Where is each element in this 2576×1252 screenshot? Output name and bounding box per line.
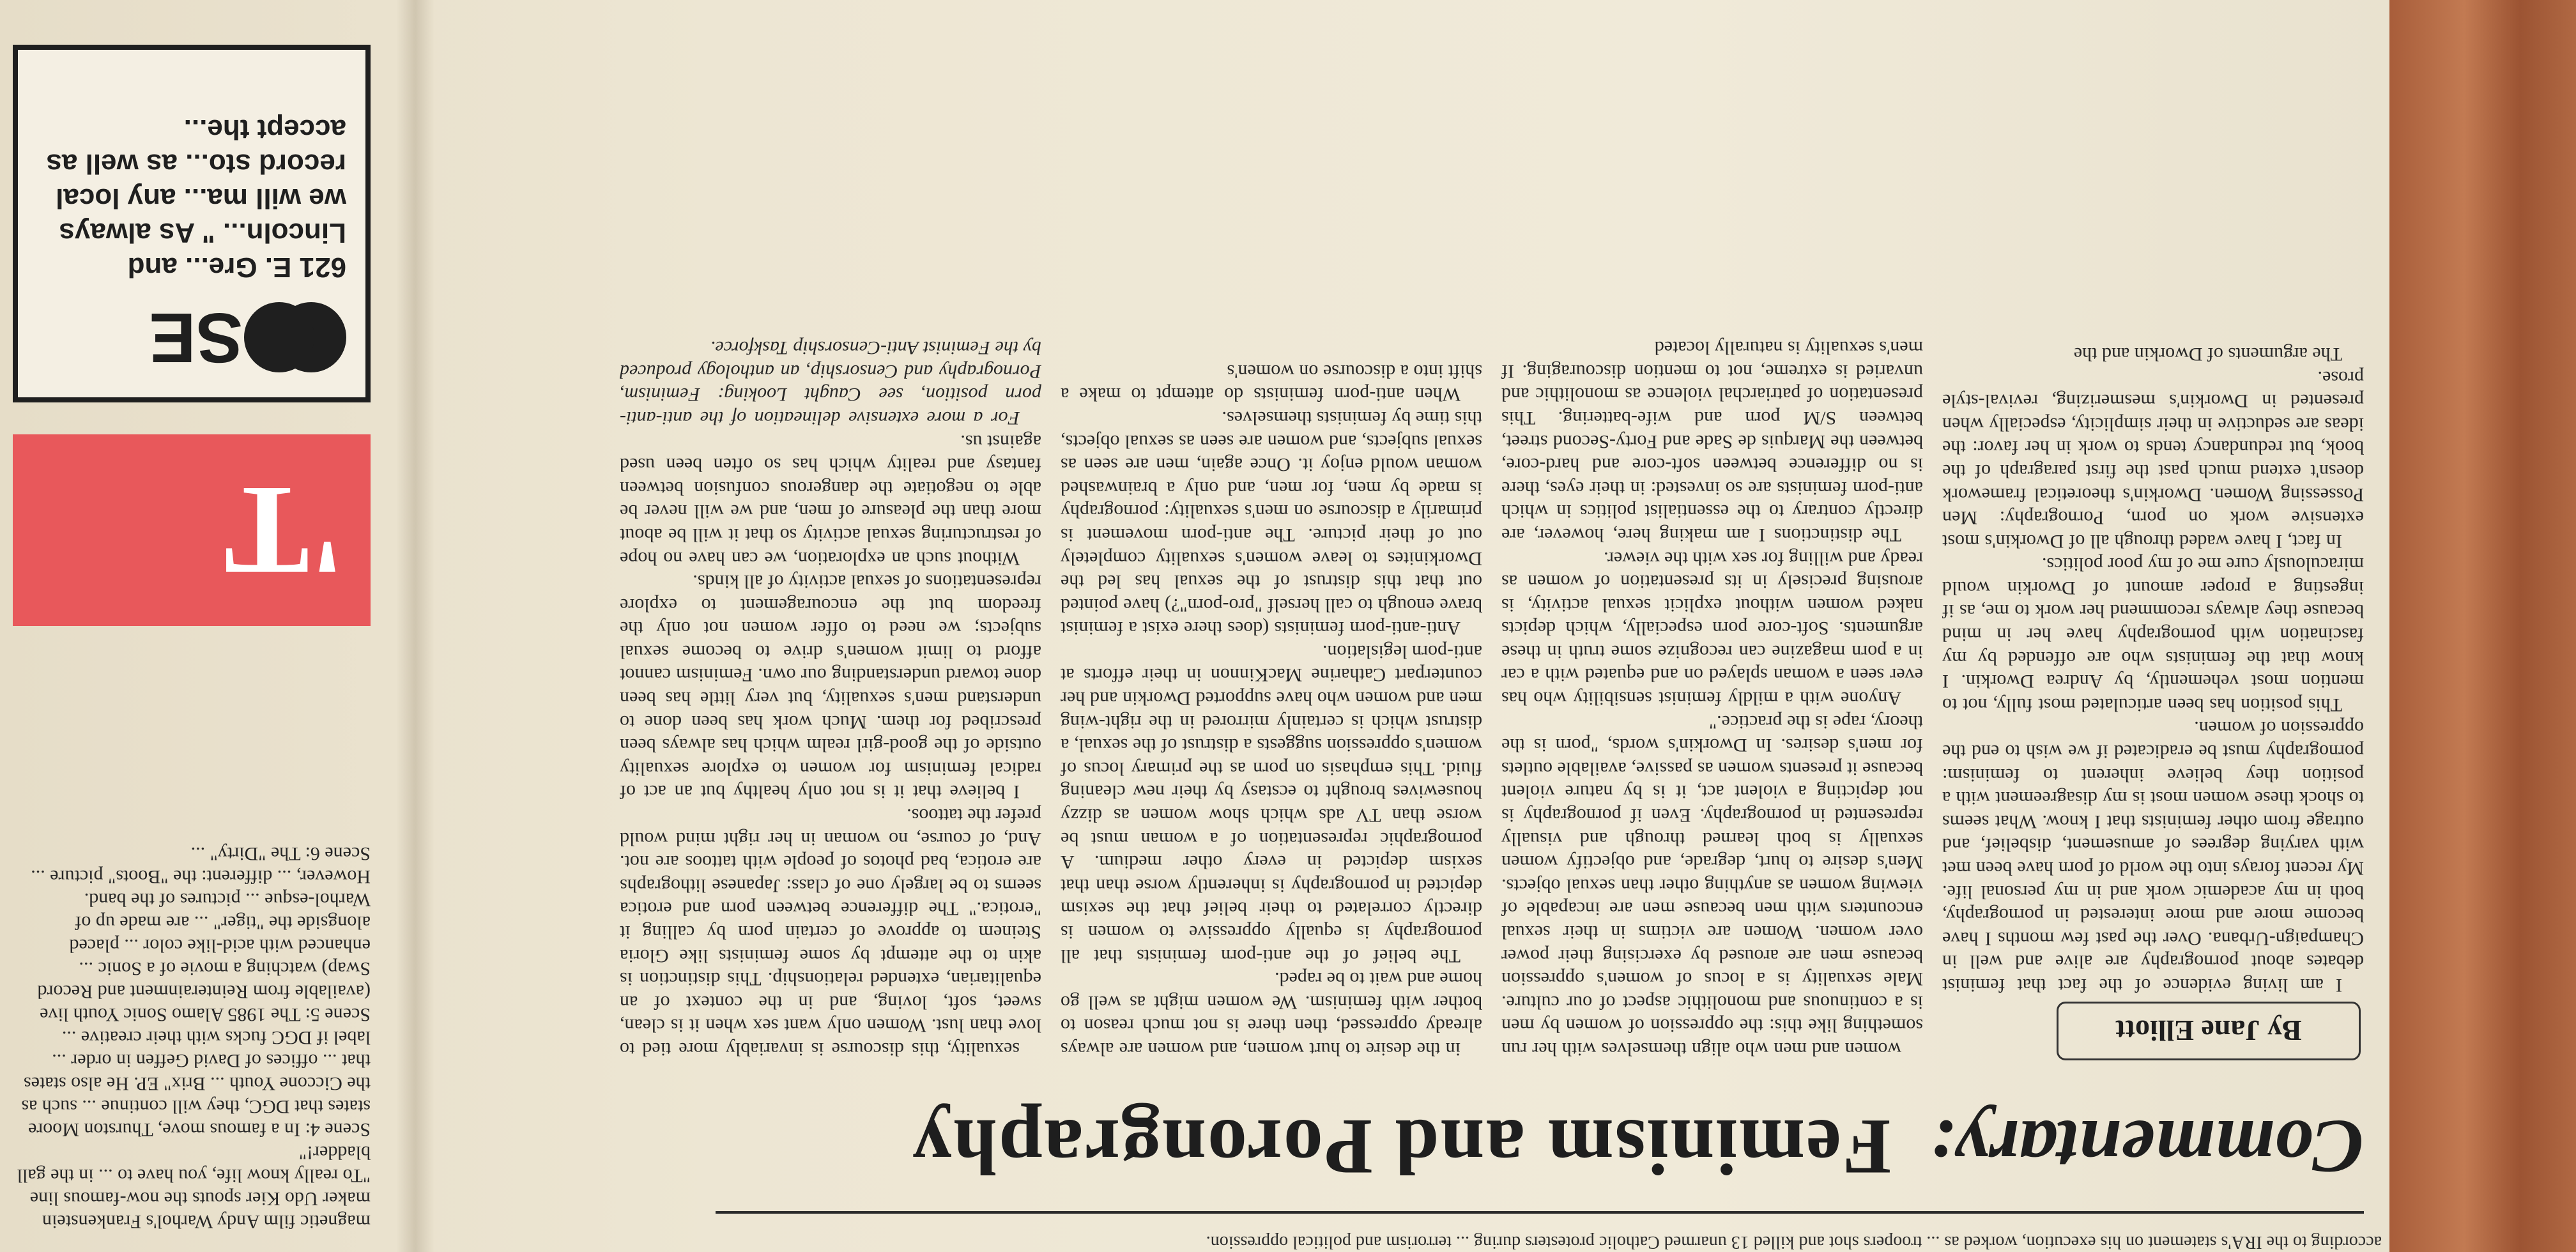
article-paragraph: Anyone with a mildly feminist sensibility who has ever seen a woman splayed on and equated with a car in a porn magazine can recognize some truth in these arguments. Soft-core porn especially, which depicts naked women without explicit sexual activity, is arousing precisely in its presentation of women as ready and willing for sex with the viewer. — [1501, 547, 1923, 710]
article-paragraph: When anti-porn feminists do attempt to make a shift into a discourse on women's — [1061, 360, 1482, 406]
article-paragraph: Anti-anti-porn feminists (does there exist a feminist brave enough to call herself "pro-porn"?) have pointed out that this distrust of the sexual has led the Dworkinites to leave women's sexuality completely out of their picture. The anti-porn movement is primarily a discourse on men's sexuality: pornography is made by men, for men, and only a brainwashed woman would enjoy it. Once again, men are seen as sexual subjects, and women are seen as sexual objects, this time by feminists themselves. — [1061, 407, 1482, 639]
adjacent-page-column — [0, 0, 377, 1252]
article-paragraph: Without such an exploration, we can have no hope of restructuring sexual activity so that it will be about more than the pleasure of men, and we will never be able to negotiate the dangerous confusion between fantasy and reality which has so often been used against us. — [620, 431, 1041, 569]
red-advertisement: 'T — [13, 434, 371, 626]
record-store-logo — [37, 297, 346, 378]
article-paragraph: I believe that it is not only healthy but an act of radical feminism for women to explore sexuality outside of the good-girl realm which has always been prescribed for them. Much work has been done to understand men's sexuality, but very little has been done toward understanding our own. Feminism cannot afford to limit women's drive to become sexual subjects; we need to offer women not only the freedom but the encouragement to explore representations of sexual activity of all kinds. — [620, 571, 1041, 803]
record-store-advertisement — [13, 45, 371, 402]
article-paragraph: The arguments of Dworkin and the — [2073, 343, 2342, 365]
previous-article-tail: according to the IRA's statement on his execution, worked as ... troopers shot and killed 13 unarmed Catholic protesters during ... terrorism and political oppression. — [1206, 1232, 2382, 1252]
article-paragraph: in the desire to hurt women, and women are always already oppressed, then there is not much reason to bother with feminism. We women might as well go home and wait to be raped. — [1061, 968, 1482, 1060]
article-paragraph: I am living evidence of the fact that feminist debates about pornography are alive and well in Champaign-Urbana. Over the past few months I have become more and more interested in pornography, both in my academic work and in my personal life. My recent forays into the world of porn have been met with varying degrees of amusement, disbelief, and outrage from other feminists that I know. What seems to shock these women most is my disagreement with a position they believe inherent to feminism: pornography must be eradicated if we wish to end the oppression of women. — [1942, 717, 2364, 996]
article-paragraph: The belief of the anti-porn feminists that all pornography is equally oppressive to women is directly correlated to their belief that the sexism depicted in pornography is inherently worse than that sexism depicted in every other medium. A pornographic representation of a woman must be worse than TV ads which show women as dizzy housewives brought to ecstasy by their new cleaning fluid. This emphasis on porn as the primary locus of women's oppression suggests a distrust of the sexual, a distrust which is certainly mirrored in the right-wing men and women who have supported Dworkin and her counterpart Catharine MacKinnon in their efforts at anti-porn legislation. — [1061, 641, 1482, 966]
headline — [716, 1092, 2364, 1201]
headline-rule — [716, 1211, 2364, 1214]
article-footnote: For a more extensive delineation of the anti-anti-porn position, see Caught Looking: Feminism, Pornography and Censorship, an anthology produced by the Feminist Anti-Censorship Taskforce. — [620, 337, 1041, 429]
article-paragraph: The distinctions I am making here, however, are directly contrary to the essentialist politics in which anti-porn feminists are so invested: in their eyes, there is no difference between soft-core and hard-core, between the Marquis de Sade and Forty-Second street, between S/M porn and wife-battering. This presentation of patriarchal violence as monolithic and unvaried is extreme, not to mention discouraging. If men's sexuality is naturally located — [1501, 337, 1923, 546]
byline-box: By Jane Elliott — [2057, 1002, 2361, 1060]
article-column-3 — [1061, 6, 1482, 1060]
music-paragraph: magnetic film Andy Warhol's Frankenstein maker Udo Kier spouts the now-famous line "To really know life, you have to ... in the gall bladder!" — [17, 1142, 371, 1232]
article-paragraph: women and men who align themselves with her run something like this: the oppression of women by men is a continuous and monolithic aspect of our culture. Male sexuality is a locus of women's oppression because men are aroused by exercising their power over women. Women are victims in their sexual encounters with men because men are incapable of viewing women as anything other than sexual objects. Men's desire to hurt, degrade, and objectify women sexually is both learned through and visually represented in pornography. Even if pornography is not depicting a violent act, it is by nature violent because it presents women as passive, available outlets for men's desires. In Dworkin's words, "porn is the theory, rape is the practice." — [1501, 711, 1923, 1060]
article-paragraph: This position has been articulated most fully, not to mention most vehemently, by Andrea Dworkin. I know that the feminists who are offended by my fascination with pornography have her in mind because they always recommend her work to me, as if ingesting a proper amount of Dworkin would miraculously cure me of my poor politics. — [1942, 554, 2364, 715]
music-paragraph: Scene 5: The 1985 Alamo Sonic Youth live (available from Reinterainment and Record Swap) watching a movie of a Sonic ... enhanced with acid-like color ... placed alongside the "tiger" ... are made up of Warhol-esque ... pictures of the band. However, ... different: the "Boots" picture ... — [31, 866, 371, 1025]
article-column-1 — [1942, 6, 2364, 1060]
music-paragraph: Scene 6: The "Dirty" ... — [190, 843, 371, 864]
headline-kicker: Commentary: — [1929, 1104, 2364, 1189]
article-columns — [620, 6, 2364, 1060]
wood-table-right — [2389, 0, 2576, 1252]
article-paragraph: sexuality, this discourse is invariably more tied to love than lust. Women only want sex when it is clean, sweet, soft, loving, and in the context of an equalitarian, extended relationship. This distinction is akin to the attempt by some feminists like Gloria Steinem to approve of certain porn by calling it "erotica." The difference between porn and erotica seems to be largely one of class: Japanese lithographs are erotica, bad photos of people with tattoos are not. And, of course, no woman in her right mind would prefer the tattoos. — [620, 805, 1041, 1060]
article-column-4 — [620, 6, 1041, 1060]
logo-circles-icon — [250, 303, 346, 373]
article-paragraph: In fact, I have waded through all of Dworkin's most extensive work on porn, Pornography: Men Possessing Women. Dworkin's theoretical framework doesn't extend much past the first paragraph of the book, but redundancy tends to work in her favor: the ideas are seductive in their simplicity, especially when presented in Dworkin's mesmerizing, revival-style prose. — [1942, 367, 2364, 552]
music-paragraph: Scene 4: In a famous move, Thurston Moore states that DGC, they will continue ... such as the Ciccone Youth ... Brix" EP. He also states that ... offices of David Geffen in order ... label if DGC fucks with their creative ... — [21, 1027, 371, 1140]
article-column-2 — [1501, 6, 1923, 1060]
logo-text: SE — [149, 298, 243, 377]
music-column — [13, 677, 371, 1233]
ad-address-text: 621 E. Gre... and Lincoln... " As always we will ma... any local record sto... as well as accept the... — [46, 114, 346, 283]
headline-title: Feminism and Porongraphy — [911, 1103, 1892, 1191]
page-fold-shadow — [396, 0, 434, 1252]
